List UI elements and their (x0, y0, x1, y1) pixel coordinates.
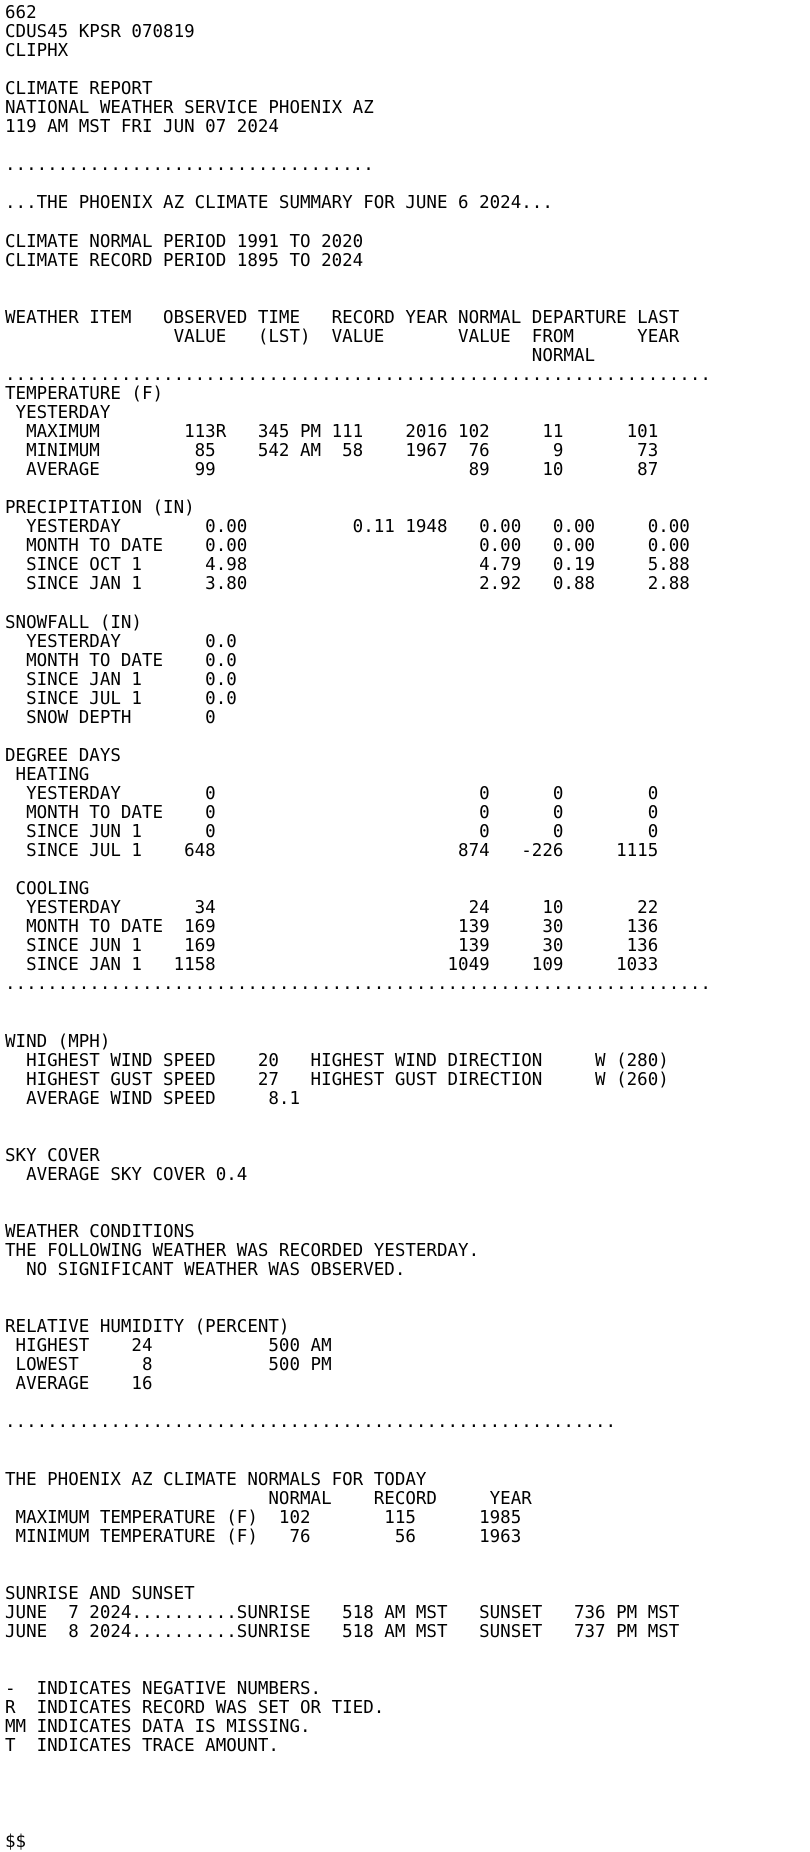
report-line: CLIMATE NORMAL PERIOD 1991 TO 2020 (5, 231, 364, 252)
report-line: HIGHEST GUST SPEED 27 HIGHEST GUST DIRECTION W (260) (5, 1069, 669, 1090)
report-line: AVERAGE WIND SPEED 8.1 (5, 1088, 301, 1109)
report-line (5, 1813, 810, 1832)
report-line: $$ (5, 1831, 27, 1852)
report-line: SUNRISE AND SUNSET (5, 1583, 195, 1604)
report-line: TEMPERATURE (F) (5, 383, 164, 404)
report-line: DEGREE DAYS (5, 745, 121, 766)
report-line (5, 1661, 810, 1680)
report-line: .......................................................... (5, 1412, 617, 1433)
report-line (5, 1109, 810, 1128)
report-line: MONTH TO DATE 0 0 0 0 (5, 802, 659, 823)
report-line (5, 175, 810, 194)
report-line: CLIPHX (5, 41, 69, 62)
report-line: SINCE JAN 1 3.80 2.92 0.88 2.88 (5, 574, 690, 595)
report-line: SINCE JAN 1 1158 1049 109 1033 (5, 955, 659, 976)
report-line (5, 728, 810, 747)
report-line: SINCE JUL 1 0.0 (5, 688, 237, 709)
report-line (5, 1756, 810, 1775)
report-line: PRECIPITATION (IN) (5, 498, 195, 519)
report-line: MAXIMUM TEMPERATURE (F) 102 115 1985 (5, 1507, 522, 1528)
report-line: ................................................................... (5, 364, 711, 385)
report-line (5, 1642, 810, 1661)
report-line: CLIMATE RECORD PERIOD 1895 TO 2024 (5, 250, 364, 271)
report-line: SKY COVER (5, 1145, 100, 1166)
report-line (5, 214, 810, 233)
report-line: - INDICATES NEGATIVE NUMBERS. (5, 1679, 322, 1700)
report-line: AVERAGE 99 89 10 87 (5, 460, 659, 481)
report-line: YESTERDAY 34 24 10 22 (5, 898, 659, 919)
report-line: LOWEST 8 500 PM (5, 1355, 332, 1376)
report-line: HEATING (5, 764, 90, 785)
report-line (5, 290, 810, 309)
report-line: SNOWFALL (IN) (5, 612, 142, 633)
report-line: JUNE 8 2024..........SUNRISE 518 AM MST SUNSET 737 PM MST (5, 1621, 680, 1642)
report-line: ................................................................... (5, 974, 711, 995)
report-line: ................................... (5, 155, 374, 176)
report-line (5, 1794, 810, 1813)
report-line: SINCE JUN 1 169 139 30 136 (5, 936, 659, 957)
report-line: COOLING (5, 879, 90, 900)
report-line: ...THE PHOENIX AZ CLIMATE SUMMARY FOR JUNE 6 2024... (5, 193, 553, 214)
report-line: R INDICATES RECORD WAS SET OR TIED. (5, 1698, 385, 1719)
report-line (5, 137, 810, 156)
report-line (5, 1280, 810, 1299)
report-line: THE PHOENIX AZ CLIMATE NORMALS FOR TODAY (5, 1469, 427, 1490)
report-line: SINCE JUN 1 0 0 0 0 (5, 822, 659, 843)
report-line: YESTERDAY 0.0 (5, 631, 237, 652)
report-line: AVERAGE SKY COVER 0.4 (5, 1164, 248, 1185)
report-line: SINCE OCT 1 4.98 4.79 0.19 5.88 (5, 555, 690, 576)
report-line (5, 271, 810, 290)
report-line: YESTERDAY (5, 402, 111, 423)
report-line: SINCE JUL 1 648 874 -226 1115 (5, 841, 659, 862)
report-line (5, 1299, 810, 1318)
report-line (5, 1566, 810, 1585)
report-line (5, 1433, 810, 1452)
report-line: 119 AM MST FRI JUN 07 2024 (5, 117, 279, 138)
report-line: JUNE 7 2024..........SUNRISE 518 AM MST SUNSET 736 PM MST (5, 1602, 680, 1623)
report-line: HIGHEST WIND SPEED 20 HIGHEST WIND DIRECTION W (280) (5, 1050, 669, 1071)
report-line (5, 994, 810, 1013)
report-line: YESTERDAY 0 0 0 0 (5, 783, 659, 804)
report-line: MONTH TO DATE 0.00 0.00 0.00 0.00 (5, 536, 690, 557)
report-line: NO SIGNIFICANT WEATHER WAS OBSERVED. (5, 1260, 406, 1281)
report-line: NORMAL RECORD YEAR (5, 1488, 532, 1509)
report-line: SINCE JAN 1 0.0 (5, 669, 237, 690)
report-line: WIND (MPH) (5, 1031, 111, 1052)
report-line: MONTH TO DATE 0.0 (5, 650, 237, 671)
report-line: MM INDICATES DATA IS MISSING. (5, 1717, 311, 1738)
report-line: WEATHER ITEM OBSERVED TIME RECORD YEAR NORMAL DEPARTURE LAST (5, 307, 680, 328)
report-line: THE FOLLOWING WEATHER WAS RECORDED YESTERDAY. (5, 1241, 480, 1262)
report-line (5, 480, 810, 499)
report-line: NORMAL (5, 345, 596, 366)
report-line: T INDICATES TRACE AMOUNT. (5, 1736, 279, 1757)
report-line (5, 1013, 810, 1032)
report-line: MAXIMUM 113R 345 PM 111 2016 102 11 101 (5, 422, 659, 443)
report-line: VALUE (LST) VALUE VALUE FROM YEAR (5, 326, 680, 347)
report-line: HIGHEST 24 500 AM (5, 1336, 332, 1357)
report-line (5, 861, 810, 880)
report-line (5, 1185, 810, 1204)
report-line: YESTERDAY 0.00 0.11 1948 0.00 0.00 0.00 (5, 517, 690, 538)
report-line (5, 61, 810, 80)
report-line: 662 (5, 3, 37, 23)
report-line: MINIMUM TEMPERATURE (F) 76 56 1963 (5, 1526, 522, 1547)
report-line (5, 1452, 810, 1471)
report-line (5, 1394, 810, 1413)
report-line: MONTH TO DATE 169 139 30 136 (5, 917, 659, 938)
report-line (5, 1204, 810, 1223)
report-line: MINIMUM 85 542 AM 58 1967 76 9 73 (5, 441, 659, 462)
report-line: AVERAGE 16 (5, 1374, 153, 1395)
report-line: CLIMATE REPORT (5, 79, 153, 100)
report-line (5, 1775, 810, 1794)
report-line: SNOW DEPTH 0 (5, 707, 216, 728)
report-line: CDUS45 KPSR 070819 (5, 22, 195, 43)
report-line (5, 594, 810, 613)
report-line (5, 1128, 810, 1147)
report-line: NATIONAL WEATHER SERVICE PHOENIX AZ (5, 98, 374, 119)
report-line: WEATHER CONDITIONS (5, 1222, 195, 1242)
report-line (5, 1547, 810, 1566)
report-line: RELATIVE HUMIDITY (PERCENT) (5, 1317, 290, 1338)
